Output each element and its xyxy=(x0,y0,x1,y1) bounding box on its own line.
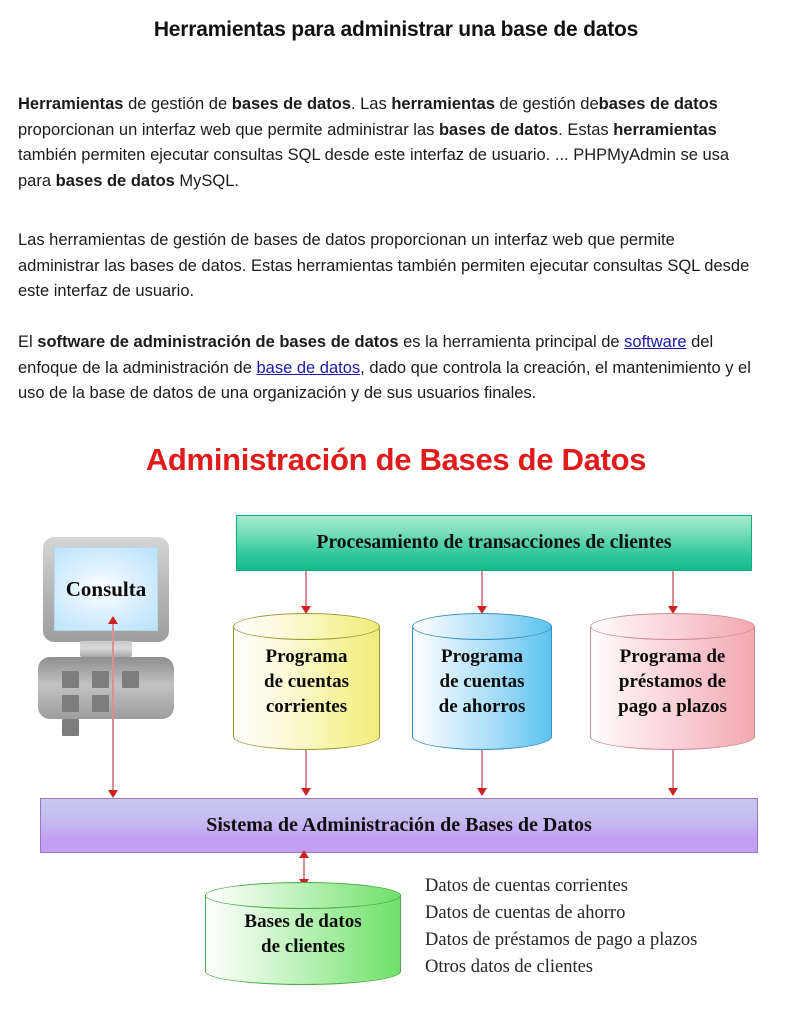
text-run: proporcionan un interfaz web que permite administrar las xyxy=(18,120,439,139)
cylinder-label xyxy=(233,613,380,750)
cylinder-label-line: de ahorros xyxy=(438,696,526,717)
arrow-head-terminal-up xyxy=(108,616,118,624)
bold-text: bases de datos xyxy=(231,95,351,113)
text-run: también permiten ejecutar consultas SQL desde este interfaz de usuario. ... PHPMyAdmin se usa para xyxy=(18,146,730,190)
cylinder-label-line: Programa xyxy=(265,646,348,667)
database-contents-list xyxy=(425,873,697,981)
arrow-line-green-to-yellow xyxy=(305,571,307,609)
text-run: Las herramientas de gestión de bases de datos proporcionan un interfaz web que permite administrar las bases de datos. Estas herramientas también permiten ejecutar consultas SQL desde este interfaz de usuario. xyxy=(18,231,750,300)
key-icon xyxy=(62,671,79,688)
paragraph-3 xyxy=(18,330,760,407)
key-icon xyxy=(122,671,139,688)
arrow-line-green-to-blue xyxy=(481,571,483,609)
bold-text: bases de datos xyxy=(598,95,718,113)
arrow-head-yellow-to-system xyxy=(301,788,311,796)
key-icon xyxy=(92,695,109,712)
bold-text: bases de datos xyxy=(55,171,175,190)
cylinder-programa-cuentas-corrientes xyxy=(233,613,380,750)
cylinder-label xyxy=(412,613,552,750)
paragraph-2 xyxy=(18,228,760,305)
arrow-line-blue-to-system xyxy=(481,746,483,790)
monitor-screen xyxy=(54,547,158,631)
arrow-line-terminal-to-system xyxy=(112,620,114,795)
bold-text: herramientas xyxy=(391,95,495,113)
cylinder-programa-prestamos xyxy=(590,613,755,750)
arrow-line-pink-to-system xyxy=(672,746,674,790)
dbms-system-label: Sistema de Administración de Bases de Datos xyxy=(206,814,592,836)
text-run: de gestión de xyxy=(494,95,599,113)
key-icon xyxy=(62,719,79,736)
cylinder-label-line: de clientes xyxy=(261,935,345,957)
text-run: es la herramienta principal de xyxy=(398,333,625,351)
cylinder-label-line: Programa xyxy=(441,646,523,667)
monitor-neck xyxy=(80,641,132,657)
paragraph-1 xyxy=(18,92,760,194)
cylinder-bases-de-datos-clientes xyxy=(205,882,401,985)
list-item: Otros datos de clientes xyxy=(425,957,593,977)
cylinder-label-line: de cuentas xyxy=(439,671,525,692)
arrow-line-yellow-to-system xyxy=(305,746,307,790)
bold-text: Herramientas xyxy=(18,95,124,113)
inline-link[interactable]: base de datos xyxy=(256,358,361,377)
cylinder-label-line: Programa de xyxy=(619,646,726,667)
bold-text: herramientas xyxy=(613,120,717,139)
arrow-head-terminal-down xyxy=(108,790,118,798)
bold-text: software de administración de bases de datos xyxy=(37,333,399,351)
cylinder-label-line: pago a plazos xyxy=(618,696,727,717)
list-item: Datos de préstamos de pago a plazos xyxy=(425,930,698,950)
arrow-head-blue-to-system xyxy=(477,788,487,796)
text-run: de gestión de xyxy=(123,95,232,113)
cylinder-label xyxy=(590,613,755,750)
dbms-system-bar xyxy=(40,798,758,853)
consulta-terminal-icon xyxy=(36,533,176,821)
cylinder-label xyxy=(205,882,401,985)
cylinder-label-line: de cuentas xyxy=(264,671,349,692)
transaction-processing-box xyxy=(236,515,752,571)
database-administration-diagram xyxy=(0,430,792,1024)
computer-base xyxy=(38,657,174,719)
key-icon xyxy=(92,671,109,688)
text-run: El xyxy=(18,333,38,351)
arrow-head-pink-to-system xyxy=(668,788,678,796)
page-title: Herramientas para administrar una base de datos xyxy=(153,18,639,41)
inline-link[interactable]: software xyxy=(624,333,687,351)
text-run: MySQL. xyxy=(174,171,240,190)
list-item: Datos de cuentas corrientes xyxy=(425,876,628,896)
arrow-head-database-up xyxy=(299,850,309,858)
cylinder-programa-cuentas-ahorros xyxy=(412,613,552,750)
cylinder-label-line: corrientes xyxy=(265,696,348,717)
arrow-line-green-to-pink xyxy=(672,571,674,609)
text-run: , dado que controla la creación, el mantenimiento y el uso de la base de datos de una organización y de sus usuarios finales. xyxy=(18,358,751,402)
bold-text: bases de datos xyxy=(438,120,559,139)
key-icon xyxy=(62,695,79,712)
transaction-processing-label: Procesamiento de transacciones de clientes xyxy=(316,532,672,553)
monitor-screen-label: Consulta xyxy=(65,576,147,601)
text-run: . Las xyxy=(350,95,392,113)
text-run: . Estas xyxy=(558,120,614,139)
text-run: del enfoque de la administración de xyxy=(18,333,714,377)
list-item: Datos de cuentas de ahorro xyxy=(425,903,626,923)
cylinder-label-line: préstamos de xyxy=(618,671,727,692)
cylinder-label-line: Bases de datos xyxy=(244,910,362,932)
diagram-title: Administración de Bases de Datos xyxy=(145,442,647,477)
